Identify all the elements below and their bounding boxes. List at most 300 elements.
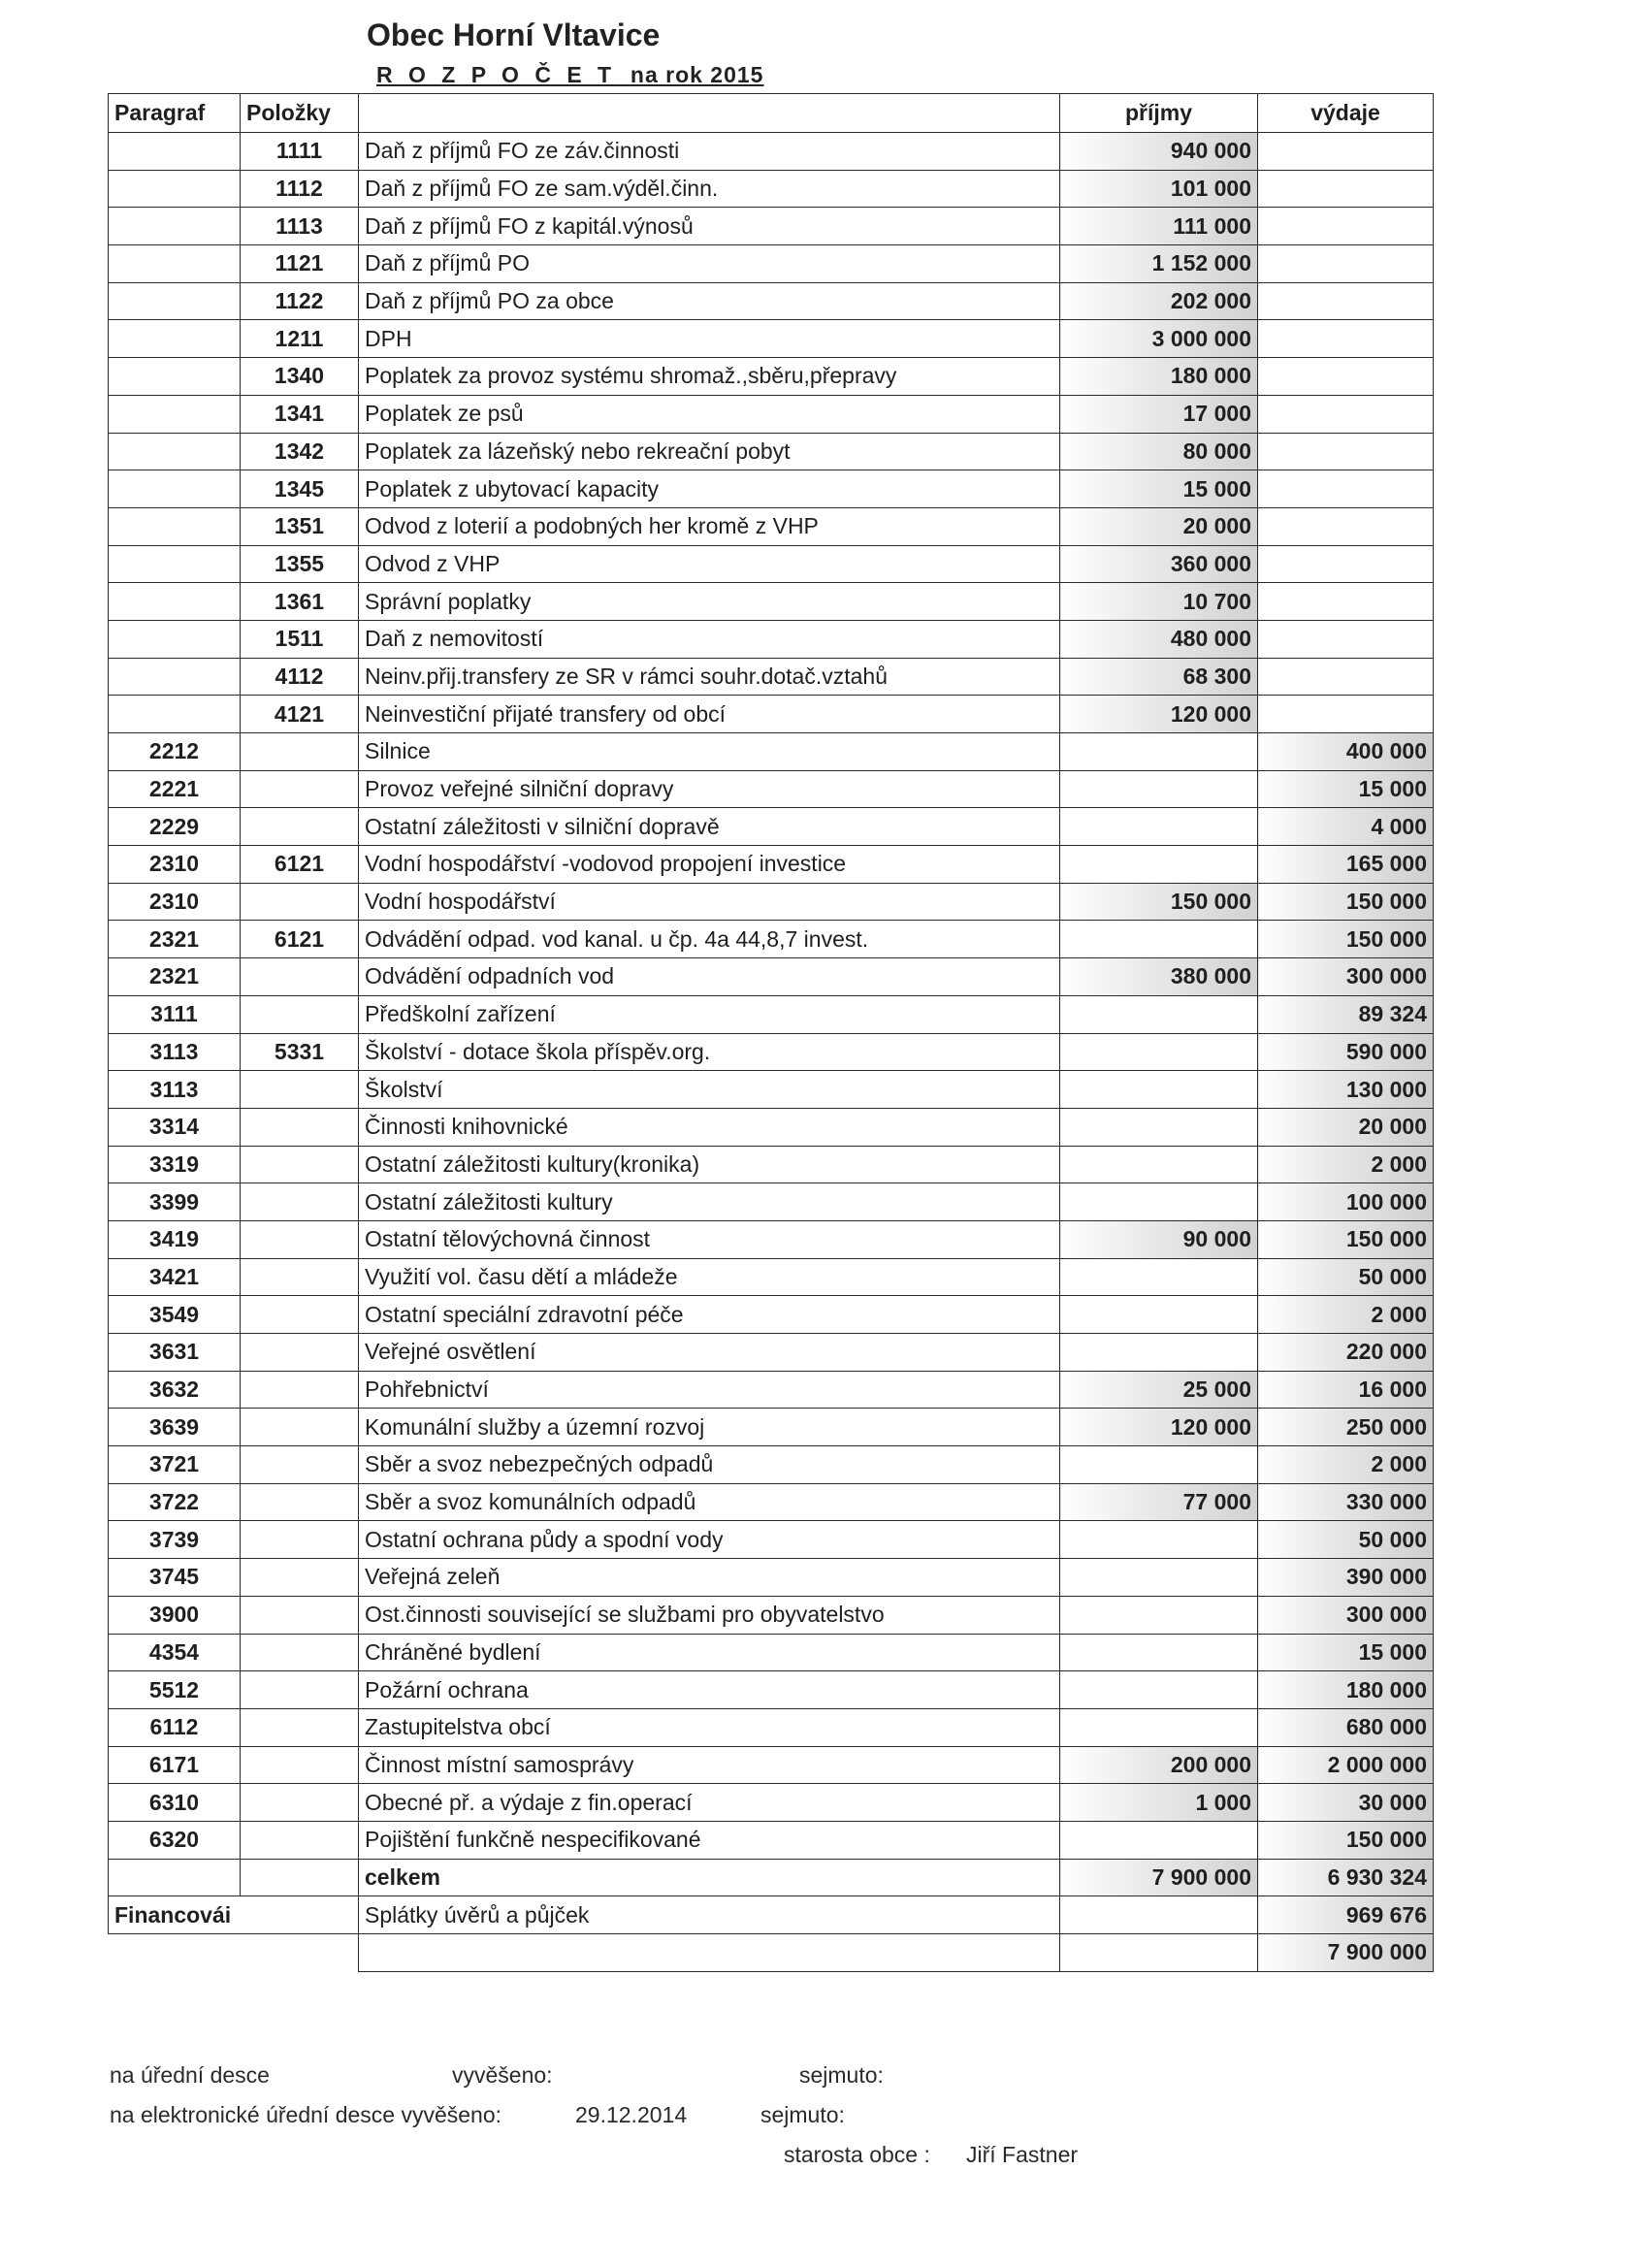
cell-paragraf: 3900 bbox=[109, 1596, 241, 1634]
cell-paragraf bbox=[109, 545, 241, 583]
cell-expenses bbox=[1258, 507, 1434, 545]
cell-income: 111 000 bbox=[1060, 208, 1258, 245]
cell-paragraf: 3314 bbox=[109, 1108, 241, 1146]
cell-expenses bbox=[1258, 358, 1434, 396]
table-row bbox=[109, 208, 1434, 245]
cell-paragraf: 3631 bbox=[109, 1334, 241, 1372]
cell-expenses: 130 000 bbox=[1258, 1071, 1434, 1109]
cell-polozka bbox=[241, 808, 359, 846]
cell-income: 120 000 bbox=[1060, 1409, 1258, 1446]
cell-income bbox=[1060, 1296, 1258, 1334]
cell-description: Neinv.přij.transfery ze SR v rámci souhr.dotač.vztahů bbox=[359, 658, 1060, 696]
subtitle-year: na rok 2015 bbox=[630, 62, 764, 87]
cell-description: Zastupitelstva obcí bbox=[359, 1708, 1060, 1746]
table-row bbox=[109, 846, 1434, 884]
cell-polozka bbox=[241, 1108, 359, 1146]
cell-expenses: 390 000 bbox=[1258, 1559, 1434, 1597]
cell-paragraf: 6310 bbox=[109, 1784, 241, 1822]
financing-polozka-cell bbox=[241, 1896, 359, 1934]
cell-paragraf: 2310 bbox=[109, 846, 241, 884]
cell-expenses: 400 000 bbox=[1258, 733, 1434, 771]
cell-polozka bbox=[241, 1183, 359, 1221]
cell-polozka: 5331 bbox=[241, 1033, 359, 1071]
cell-paragraf bbox=[109, 170, 241, 208]
cell-income bbox=[1060, 1258, 1258, 1296]
grand-total-description bbox=[359, 1934, 1060, 1972]
cell-income: 360 000 bbox=[1060, 545, 1258, 583]
cell-expenses: 2 000 000 bbox=[1258, 1746, 1434, 1784]
cell-description: Ostatní ochrana půdy a spodní vody bbox=[359, 1521, 1060, 1559]
cell-polozka: 1355 bbox=[241, 545, 359, 583]
cell-expenses bbox=[1258, 583, 1434, 621]
cell-income: 3 000 000 bbox=[1060, 320, 1258, 358]
cell-description: Vodní hospodářství -vodovod propojení investice bbox=[359, 846, 1060, 884]
cell-paragraf bbox=[109, 658, 241, 696]
cell-polozka: 1361 bbox=[241, 583, 359, 621]
table-row bbox=[109, 1296, 1434, 1334]
cell-paragraf: 2310 bbox=[109, 883, 241, 921]
cell-polozka: 1111 bbox=[241, 133, 359, 171]
cell-income: 77 000 bbox=[1060, 1483, 1258, 1521]
cell-polozka bbox=[241, 1708, 359, 1746]
cell-description: Požární ochrana bbox=[359, 1671, 1060, 1709]
document-title: Obec Horní Vltavice bbox=[367, 17, 661, 52]
cell-description: Poplatek za provoz systému shromaž.,sběru,přepravy bbox=[359, 358, 1060, 396]
table-row bbox=[109, 1409, 1434, 1446]
cell-description: Vodní hospodářství bbox=[359, 883, 1060, 921]
cell-paragraf bbox=[109, 696, 241, 733]
cell-income bbox=[1060, 770, 1258, 808]
cell-expenses bbox=[1258, 433, 1434, 470]
cell-polozka bbox=[241, 733, 359, 771]
grand-total-expenses: 7 900 000 bbox=[1258, 1934, 1434, 1972]
cell-income bbox=[1060, 846, 1258, 884]
cell-description: Daň z příjmů PO za obce bbox=[359, 282, 1060, 320]
cell-description: Činnost místní samosprávy bbox=[359, 1746, 1060, 1784]
cell-paragraf: 3549 bbox=[109, 1296, 241, 1334]
cell-expenses: 590 000 bbox=[1258, 1033, 1434, 1071]
cell-expenses: 50 000 bbox=[1258, 1258, 1434, 1296]
cell-description: Komunální služby a územní rozvoj bbox=[359, 1409, 1060, 1446]
cell-paragraf bbox=[109, 358, 241, 396]
cell-expenses: 180 000 bbox=[1258, 1671, 1434, 1709]
cell-polozka bbox=[241, 1521, 359, 1559]
cell-description: Správní poplatky bbox=[359, 583, 1060, 621]
cell-income: 180 000 bbox=[1060, 358, 1258, 396]
total-paragraf-cell bbox=[109, 1859, 241, 1896]
cell-expenses bbox=[1258, 395, 1434, 433]
cell-paragraf: 3739 bbox=[109, 1521, 241, 1559]
cell-polozka bbox=[241, 1596, 359, 1634]
cell-polozka: 1351 bbox=[241, 507, 359, 545]
cell-expenses bbox=[1258, 133, 1434, 171]
cell-paragraf bbox=[109, 583, 241, 621]
table-row bbox=[109, 1634, 1434, 1671]
table-row bbox=[109, 1746, 1434, 1784]
total-income: 7 900 000 bbox=[1060, 1859, 1258, 1896]
financing-expenses: 969 676 bbox=[1258, 1896, 1434, 1934]
subtitle-word: R O Z P O Č E T bbox=[376, 62, 617, 87]
table-row bbox=[109, 1483, 1434, 1521]
table-row bbox=[109, 1071, 1434, 1109]
cell-description: Ostatní speciální zdravotní péče bbox=[359, 1296, 1060, 1334]
cell-expenses: 16 000 bbox=[1258, 1371, 1434, 1409]
cell-expenses: 89 324 bbox=[1258, 995, 1434, 1033]
table-row bbox=[109, 507, 1434, 545]
cell-description: Odvádění odpadních vod bbox=[359, 958, 1060, 996]
cell-expenses: 2 000 bbox=[1258, 1146, 1434, 1183]
cell-polozka bbox=[241, 1559, 359, 1597]
cell-expenses: 20 000 bbox=[1258, 1108, 1434, 1146]
table-row bbox=[109, 470, 1434, 508]
cell-income: 202 000 bbox=[1060, 282, 1258, 320]
cell-income bbox=[1060, 1146, 1258, 1183]
cell-income bbox=[1060, 1071, 1258, 1109]
cell-expenses: 165 000 bbox=[1258, 846, 1434, 884]
cell-paragraf: 2212 bbox=[109, 733, 241, 771]
cell-paragraf: 3111 bbox=[109, 995, 241, 1033]
table-row bbox=[109, 320, 1434, 358]
cell-description: Veřejné osvětlení bbox=[359, 1334, 1060, 1372]
footer-board-label: na úřední desce bbox=[110, 2062, 270, 2088]
cell-paragraf: 4354 bbox=[109, 1634, 241, 1671]
cell-polozka bbox=[241, 1784, 359, 1822]
grand-total-row bbox=[109, 1934, 1434, 1972]
financing-paragraf: Financovái bbox=[109, 1896, 241, 1934]
table-row bbox=[109, 1258, 1434, 1296]
cell-income bbox=[1060, 1334, 1258, 1372]
column-header-income: příjmy bbox=[1060, 94, 1258, 133]
cell-paragraf bbox=[109, 245, 241, 283]
cell-income: 68 300 bbox=[1060, 658, 1258, 696]
cell-polozka bbox=[241, 1334, 359, 1372]
cell-paragraf bbox=[109, 507, 241, 545]
cell-polozka bbox=[241, 1371, 359, 1409]
cell-expenses: 50 000 bbox=[1258, 1521, 1434, 1559]
cell-expenses bbox=[1258, 658, 1434, 696]
table-row bbox=[109, 658, 1434, 696]
cell-description: Využití vol. času dětí a mládeže bbox=[359, 1258, 1060, 1296]
table-row bbox=[109, 1334, 1434, 1372]
footer-mayor-label: starosta obce : bbox=[784, 2142, 930, 2167]
total-polozka-cell bbox=[241, 1859, 359, 1896]
cell-income: 480 000 bbox=[1060, 620, 1258, 658]
table-row bbox=[109, 1521, 1434, 1559]
cell-income: 20 000 bbox=[1060, 507, 1258, 545]
table-row bbox=[109, 696, 1434, 733]
cell-description: DPH bbox=[359, 320, 1060, 358]
cell-income bbox=[1060, 1596, 1258, 1634]
cell-expenses: 250 000 bbox=[1258, 1409, 1434, 1446]
cell-polozka: 4112 bbox=[241, 658, 359, 696]
cell-description: Ostatní tělovýchovná činnost bbox=[359, 1220, 1060, 1258]
cell-polozka bbox=[241, 1146, 359, 1183]
cell-polozka bbox=[241, 1258, 359, 1296]
cell-income: 200 000 bbox=[1060, 1746, 1258, 1784]
cell-paragraf: 6171 bbox=[109, 1746, 241, 1784]
table-row bbox=[109, 1708, 1434, 1746]
table-row bbox=[109, 958, 1434, 996]
cell-paragraf: 3722 bbox=[109, 1483, 241, 1521]
cell-paragraf: 5512 bbox=[109, 1671, 241, 1709]
table-row bbox=[109, 1596, 1434, 1634]
cell-expenses: 150 000 bbox=[1258, 1821, 1434, 1859]
table-body bbox=[109, 133, 1434, 1860]
cell-paragraf bbox=[109, 433, 241, 470]
cell-income bbox=[1060, 1708, 1258, 1746]
cell-description: Obecné př. a výdaje z fin.operací bbox=[359, 1784, 1060, 1822]
table-row bbox=[109, 433, 1434, 470]
cell-polozka bbox=[241, 883, 359, 921]
table-row bbox=[109, 921, 1434, 958]
cell-paragraf bbox=[109, 395, 241, 433]
table-row bbox=[109, 1671, 1434, 1709]
cell-polozka bbox=[241, 1071, 359, 1109]
cell-description: Odvod z VHP bbox=[359, 545, 1060, 583]
cell-income: 17 000 bbox=[1060, 395, 1258, 433]
cell-income: 150 000 bbox=[1060, 883, 1258, 921]
cell-income: 1 000 bbox=[1060, 1784, 1258, 1822]
cell-description: Veřejná zeleň bbox=[359, 1559, 1060, 1597]
cell-expenses: 300 000 bbox=[1258, 958, 1434, 996]
cell-expenses bbox=[1258, 282, 1434, 320]
cell-description: Ostatní záležitosti kultury bbox=[359, 1183, 1060, 1221]
cell-income: 380 000 bbox=[1060, 958, 1258, 996]
cell-paragraf: 2229 bbox=[109, 808, 241, 846]
cell-income bbox=[1060, 1521, 1258, 1559]
total-label: celkem bbox=[359, 1859, 1060, 1896]
grand-total-blank-2 bbox=[241, 1934, 359, 1972]
grand-total-blank bbox=[109, 1934, 241, 1972]
cell-paragraf: 3399 bbox=[109, 1183, 241, 1221]
cell-description: Školství bbox=[359, 1071, 1060, 1109]
total-expenses: 6 930 324 bbox=[1258, 1859, 1434, 1896]
cell-income: 25 000 bbox=[1060, 1371, 1258, 1409]
cell-expenses bbox=[1258, 620, 1434, 658]
cell-income bbox=[1060, 808, 1258, 846]
cell-paragraf: 6320 bbox=[109, 1821, 241, 1859]
budget-table bbox=[108, 93, 1434, 1972]
cell-income bbox=[1060, 1108, 1258, 1146]
financing-row bbox=[109, 1896, 1434, 1934]
cell-income: 90 000 bbox=[1060, 1220, 1258, 1258]
cell-paragraf: 3113 bbox=[109, 1033, 241, 1071]
cell-expenses bbox=[1258, 245, 1434, 283]
cell-paragraf: 3421 bbox=[109, 1258, 241, 1296]
cell-description: Daň z příjmů PO bbox=[359, 245, 1060, 283]
table-header-row bbox=[109, 94, 1434, 133]
table-row bbox=[109, 282, 1434, 320]
footer-mayor-name: Jiří Fastner bbox=[966, 2142, 1079, 2167]
cell-expenses bbox=[1258, 696, 1434, 733]
cell-income: 940 000 bbox=[1060, 133, 1258, 171]
table-row bbox=[109, 808, 1434, 846]
table-row bbox=[109, 1146, 1434, 1183]
footer-e-board-label: na elektronické úřední desce vyvěšeno: bbox=[110, 2102, 502, 2127]
column-header-polozky: Položky bbox=[241, 94, 359, 133]
cell-polozka bbox=[241, 1634, 359, 1671]
financing-description: Splátky úvěrů a půjček bbox=[359, 1896, 1060, 1934]
footer-e-removed-label: sejmuto: bbox=[760, 2102, 845, 2127]
cell-polozka: 1340 bbox=[241, 358, 359, 396]
cell-expenses: 300 000 bbox=[1258, 1596, 1434, 1634]
table-row bbox=[109, 1220, 1434, 1258]
cell-expenses: 15 000 bbox=[1258, 770, 1434, 808]
footer-e-posted-date: 29.12.2014 bbox=[575, 2102, 688, 2127]
cell-description: Pojištění funkčně nespecifikované bbox=[359, 1821, 1060, 1859]
cell-description: Sběr a svoz komunálních odpadů bbox=[359, 1483, 1060, 1521]
cell-polozka: 1511 bbox=[241, 620, 359, 658]
cell-polozka: 1342 bbox=[241, 433, 359, 470]
cell-paragraf: 2321 bbox=[109, 958, 241, 996]
table-row bbox=[109, 1108, 1434, 1146]
grand-total-income bbox=[1060, 1934, 1258, 1972]
table-row bbox=[109, 545, 1434, 583]
cell-polozka: 1211 bbox=[241, 320, 359, 358]
column-header-paragraf: Paragraf bbox=[109, 94, 241, 133]
cell-expenses: 330 000 bbox=[1258, 1483, 1434, 1521]
cell-income: 10 700 bbox=[1060, 583, 1258, 621]
cell-polozka: 1345 bbox=[241, 470, 359, 508]
table-row bbox=[109, 133, 1434, 171]
cell-polozka bbox=[241, 1671, 359, 1709]
cell-income: 101 000 bbox=[1060, 170, 1258, 208]
table-row bbox=[109, 245, 1434, 283]
cell-income bbox=[1060, 1634, 1258, 1671]
cell-income bbox=[1060, 733, 1258, 771]
cell-income: 15 000 bbox=[1060, 470, 1258, 508]
table-row bbox=[109, 620, 1434, 658]
cell-description: Silnice bbox=[359, 733, 1060, 771]
cell-paragraf: 3419 bbox=[109, 1220, 241, 1258]
column-header-description bbox=[359, 94, 1060, 133]
footer-removed-label: sejmuto: bbox=[799, 2062, 884, 2088]
cell-expenses: 30 000 bbox=[1258, 1784, 1434, 1822]
cell-polozka bbox=[241, 1446, 359, 1484]
cell-description: Školství - dotace škola příspěv.org. bbox=[359, 1033, 1060, 1071]
cell-paragraf bbox=[109, 620, 241, 658]
cell-description: Ostatní záležitosti v silniční dopravě bbox=[359, 808, 1060, 846]
table-row bbox=[109, 1821, 1434, 1859]
cell-polozka bbox=[241, 1483, 359, 1521]
cell-income bbox=[1060, 1446, 1258, 1484]
cell-paragraf: 3745 bbox=[109, 1559, 241, 1597]
cell-paragraf bbox=[109, 208, 241, 245]
cell-polozka: 6121 bbox=[241, 846, 359, 884]
cell-description: Provoz veřejné silniční dopravy bbox=[359, 770, 1060, 808]
cell-income bbox=[1060, 1671, 1258, 1709]
cell-polozka: 6121 bbox=[241, 921, 359, 958]
cell-description: Ostatní záležitosti kultury(kronika) bbox=[359, 1146, 1060, 1183]
cell-polozka bbox=[241, 1409, 359, 1446]
total-row bbox=[109, 1859, 1434, 1896]
cell-description: Předškolní zařízení bbox=[359, 995, 1060, 1033]
table-row bbox=[109, 995, 1434, 1033]
cell-polozka bbox=[241, 995, 359, 1033]
cell-income bbox=[1060, 921, 1258, 958]
table-row bbox=[109, 583, 1434, 621]
cell-polozka: 4121 bbox=[241, 696, 359, 733]
cell-income bbox=[1060, 1183, 1258, 1221]
cell-polozka bbox=[241, 1296, 359, 1334]
table-row bbox=[109, 1446, 1434, 1484]
cell-paragraf bbox=[109, 470, 241, 508]
cell-description: Chráněné bydlení bbox=[359, 1634, 1060, 1671]
financing-income bbox=[1060, 1896, 1258, 1934]
cell-description: Poplatek ze psů bbox=[359, 395, 1060, 433]
cell-expenses: 100 000 bbox=[1258, 1183, 1434, 1221]
cell-paragraf: 3721 bbox=[109, 1446, 241, 1484]
cell-description: Daň z příjmů FO ze sam.výděl.činn. bbox=[359, 170, 1060, 208]
cell-expenses bbox=[1258, 470, 1434, 508]
cell-paragraf bbox=[109, 133, 241, 171]
cell-polozka: 1113 bbox=[241, 208, 359, 245]
cell-paragraf: 2221 bbox=[109, 770, 241, 808]
cell-description: Odvod z loterií a podobných her kromě z VHP bbox=[359, 507, 1060, 545]
cell-description: Pohřebnictví bbox=[359, 1371, 1060, 1409]
cell-income bbox=[1060, 1033, 1258, 1071]
table-row bbox=[109, 395, 1434, 433]
cell-description: Daň z příjmů FO z kapitál.výnosů bbox=[359, 208, 1060, 245]
cell-paragraf bbox=[109, 320, 241, 358]
cell-description: Sběr a svoz nebezpečných odpadů bbox=[359, 1446, 1060, 1484]
cell-income: 120 000 bbox=[1060, 696, 1258, 733]
cell-description: Činnosti knihovnické bbox=[359, 1108, 1060, 1146]
table-row bbox=[109, 770, 1434, 808]
table-row bbox=[109, 733, 1434, 771]
cell-expenses bbox=[1258, 208, 1434, 245]
cell-income bbox=[1060, 1559, 1258, 1597]
table-row bbox=[109, 170, 1434, 208]
cell-polozka bbox=[241, 1220, 359, 1258]
table-row bbox=[109, 1784, 1434, 1822]
cell-polozka bbox=[241, 1821, 359, 1859]
cell-expenses: 4 000 bbox=[1258, 808, 1434, 846]
table-row bbox=[109, 1033, 1434, 1071]
cell-income bbox=[1060, 995, 1258, 1033]
cell-polozka: 1122 bbox=[241, 282, 359, 320]
table-row bbox=[109, 1371, 1434, 1409]
cell-description: Poplatek za lázeňský nebo rekreační pobyt bbox=[359, 433, 1060, 470]
cell-polozka bbox=[241, 1746, 359, 1784]
document-subtitle bbox=[376, 62, 763, 88]
cell-description: Poplatek z ubytovací kapacity bbox=[359, 470, 1060, 508]
cell-expenses: 150 000 bbox=[1258, 921, 1434, 958]
cell-expenses: 2 000 bbox=[1258, 1296, 1434, 1334]
cell-polozka bbox=[241, 958, 359, 996]
cell-income: 1 152 000 bbox=[1060, 245, 1258, 283]
table-row bbox=[109, 358, 1434, 396]
cell-paragraf: 2321 bbox=[109, 921, 241, 958]
cell-expenses: 15 000 bbox=[1258, 1634, 1434, 1671]
cell-expenses bbox=[1258, 170, 1434, 208]
footer-posted-label: vyvěšeno: bbox=[452, 2062, 553, 2088]
cell-description: Neinvestiční přijaté transfery od obcí bbox=[359, 696, 1060, 733]
cell-description: Daň z příjmů FO ze záv.činnosti bbox=[359, 133, 1060, 171]
cell-polozka bbox=[241, 770, 359, 808]
cell-description: Ost.činnosti související se službami pro obyvatelstvo bbox=[359, 1596, 1060, 1634]
cell-expenses: 220 000 bbox=[1258, 1334, 1434, 1372]
cell-expenses bbox=[1258, 320, 1434, 358]
cell-expenses: 680 000 bbox=[1258, 1708, 1434, 1746]
cell-polozka: 1112 bbox=[241, 170, 359, 208]
cell-paragraf: 6112 bbox=[109, 1708, 241, 1746]
cell-expenses: 150 000 bbox=[1258, 883, 1434, 921]
cell-paragraf: 3632 bbox=[109, 1371, 241, 1409]
table-row bbox=[109, 1559, 1434, 1597]
column-header-expenses: výdaje bbox=[1258, 94, 1434, 133]
cell-income bbox=[1060, 1821, 1258, 1859]
